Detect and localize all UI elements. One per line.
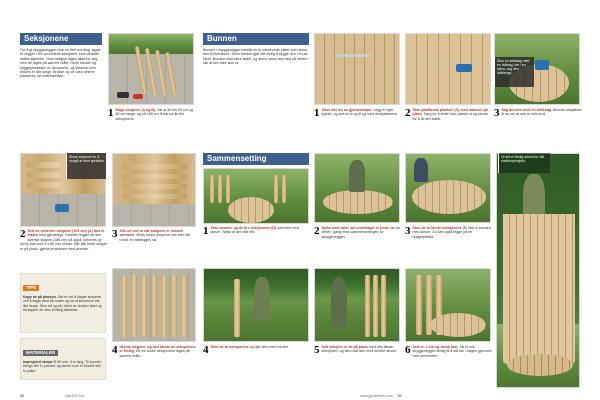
photo-assembly-3 <box>405 153 491 223</box>
materials-text: Impregnert stolpe Ø 80 mm, 3 m lang. Til bunnen trengs det 11 planker og skruer som er fordelt rett i to plater. <box>23 360 102 373</box>
caption-left-2: 2 Sett de nederste stolpene (105 cm) (A) fast til malen med gjerdeklyp. Deretter legger du den øverste stolpen (185 cm) på oppå, forbores og skrus fast med 5 x 80 mm skruer. Når alle korte stolper er på plass, gjenta prosessen med øverste. <box>20 228 108 251</box>
caption-assembly-4: 4 Skru de to seksjonene og dytt dem med mindre. <box>203 344 290 356</box>
caption-left-1: 1 Kapp stolpene (A og B), slik at de blir 60 cm og 80 cm lange, og så 180 cm til bar sa de fire seksjonene. <box>108 107 193 121</box>
callout-jigsaw: Skru en stikksag med en hullsag, her i en skiva, sag den sidelengs. <box>494 57 534 87</box>
tips-tag: TIPS <box>23 285 39 291</box>
photo-step-4 <box>112 268 196 342</box>
photo-assembly-1 <box>203 168 309 224</box>
photo-assembly-2 <box>314 153 400 223</box>
caption-assembly-1: 1 Skru bunnen og de fire seksjonene (D) sammen med skruer. Sjekk at det står rett. <box>203 225 299 237</box>
caption-assembly-6: 6 Sett nr. 4 inn og skruk fast. Så er nok skyggeveggen ferdig til å stå ute i hagen gjennom hele sommeren. <box>405 344 492 358</box>
bunnen-intro: Bunnen i skyggeveggen består av to sirkelrunde plater som skrus fast til hverandre. Dens bredde gjør det mulig å bygge den i et par timer. Bunnen skal være stabil, og derfor skrus den fast på midten slik at den ikke sklir ut. <box>203 48 308 66</box>
caption-assembly-5: 5 Sett seksjon nr. to på plass med den første seksjonen, og skru fast den med mindre skruer. <box>314 344 398 356</box>
photo-materials <box>108 33 194 105</box>
caption-bunnen-3: 3 Sag bunnen med en stikksag. Bunnen tilskjæres til du ser at den er helt rund. <box>494 107 582 119</box>
photo-step-3 <box>112 153 196 227</box>
caption-assembly-2: 2 Sjekk med vater om underlaget er jevnt, før du setter i gang med sammensettingen av skyggeveggen. <box>314 225 400 239</box>
materials-box <box>20 338 106 380</box>
section-header-bunnen: Bunnen <box>203 33 309 45</box>
photo-final-screen <box>496 153 580 388</box>
tips-box <box>20 273 106 333</box>
tips-text: Kapp de på plassen. Det er lurt å kappe stolpene ved å legge dem på malen og se at skrumene blir like lange. Skru ett og ett i taket av stolpen først og så kapper du dem til riktig størrelse. <box>23 295 102 312</box>
callout-drill-tip: Skrue stolpene for å unngå at treet sprekker <box>66 153 106 179</box>
caption-bunnen-2: 2 Skru plattbrede planken (C) med mannen på plass. Sørg for å sette hver planke ut og skruer for å få den stabil. <box>405 107 489 121</box>
footer-right: www.gjordetselv.com 89 <box>360 394 402 398</box>
intro-text: For å gi skyggeveggen vine en flott run ding, lages et vegger i fire avrundede seksjoner, som deretter settes sammen. Hver seksjon lages altså for seg, men de lages på samme måte. Dens bredde og byggeprosessen er de samme, og skruene som brukes er like lange. Brukse og de ulike delene plasseres, se materialeliste. <box>20 48 101 79</box>
photo-bunnen-1 <box>314 33 400 105</box>
photo-assembly-5 <box>314 268 400 342</box>
materials-tag: MATERIALER <box>23 350 58 356</box>
section-header-sammensetting: Sammensetting <box>203 153 309 165</box>
photo-assembly-6 <box>405 268 491 342</box>
photo-assembly-4 <box>203 268 309 342</box>
photo-bunnen-2 <box>405 33 491 105</box>
caption-assembly-3: 3 Skru de to første seksjonene (E) fast til bunnen med skruer. Du kan også legge på en dragerplanke. <box>405 225 491 239</box>
footer-left: 88 GjørDet Selv <box>20 394 85 398</box>
caption-left-3: 3 Slik ser det ut når stolpene er skrudd sammen. Vindu bedre stolpene nus mer ute rundt, en fastlegges sik. <box>112 228 190 242</box>
section-header-seksjonene: Seksjonene <box>20 33 102 45</box>
caption-left-4: 4 Gjenta stegene, og den første av seksjonene er ferdig. De tre andre seksjonene lages på samme måte. <box>112 344 196 358</box>
callout-finished: Gi det et ferdig arbeid for ditt snekkerprosjekt. <box>498 153 550 173</box>
caption-bunnen-1: 1 Sikre det hel av gjerdestolper. Legg et eget stykke, og sett et ut og til og med dekkplankene. <box>314 107 399 119</box>
